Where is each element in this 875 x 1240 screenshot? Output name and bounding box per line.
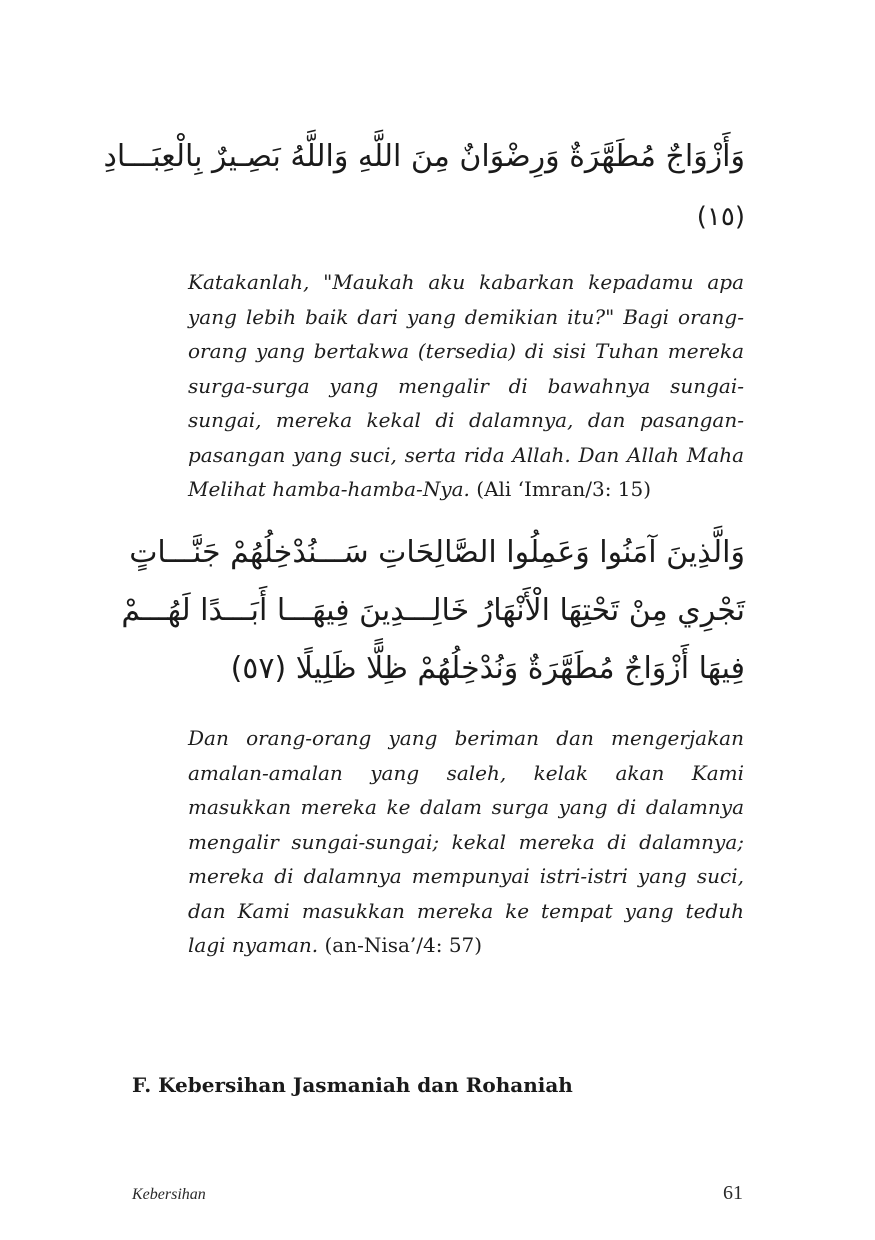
page-number: 61 <box>723 1182 743 1204</box>
arabic-verse-15 <box>103 128 745 186</box>
arabic-verse-57 <box>121 524 745 698</box>
translation-15-text: Katakanlah, "Maukah aku kabarkan kepadamu apa yang lebih baik dari yang demikian itu?" Bagi orang-orang yang bertakwa (tersedia) di sisi Tuhan mereka surga-surga yang mengalir di bawahnya sungai-sungai, mereka kekal di dalamnya, dan pasangan-pasangan yang suci, serta rida Allah. Dan Allah Maha Melihat hamba-hamba-Nya. <box>188 270 744 501</box>
section-heading: F. Kebersihan Jasmaniah dan Rohaniah <box>132 1073 573 1097</box>
arabic-verse-57-line-3: فِيهَا أَزْوَاجٌ مُطَهَّرَةٌ وَنُدْخِلُهُمْ ظِلًّا ظَلِيلًا (٥٧) <box>230 651 745 686</box>
translation-57-text: Dan orang-orang yang beriman dan mengerjakan amalan-amalan yang saleh, kelak akan Kami masukkan mereka ke dalam surga yang di dalamnya mengalir sungai-sungai; kekal mereka di dalamnya; mereka di dalamnya mempunyai istri-istri yang suci, dan Kami masukkan mereka ke tempat yang teduh lagi nyaman. <box>188 726 744 957</box>
translation-verse-57 <box>188 721 744 963</box>
translation-57-citation: (an-Nisa’/4: 57) <box>324 933 483 957</box>
arabic-verse-15-line: وَأَزْوَاجٌ مُطَهَّرَةٌ وَرِضْوَانٌ مِنَ اللَّهِ وَاللَّهُ بَصِـيرٌ بِالْعِبَـــادِ <box>103 139 745 174</box>
verse-number-15: (١٥) <box>696 202 745 232</box>
translation-verse-15 <box>188 265 744 507</box>
footer-chapter-title: Kebersihan <box>132 1186 206 1203</box>
translation-15-citation: (Ali ‘Imran/3: 15) <box>476 477 652 501</box>
arabic-verse-57-line-2: تَجْرِي مِنْ تَحْتِهَا الْأَنْهَارُ خَالِـــدِينَ فِيهَـــا أَبَـــدًا لَهُـــمْ <box>121 593 745 628</box>
arabic-verse-57-line-1: وَالَّذِينَ آمَنُوا وَعَمِلُوا الصَّالِحَاتِ سَـــنُدْخِلُهُمْ جَنَّـــاتٍ <box>129 535 745 570</box>
